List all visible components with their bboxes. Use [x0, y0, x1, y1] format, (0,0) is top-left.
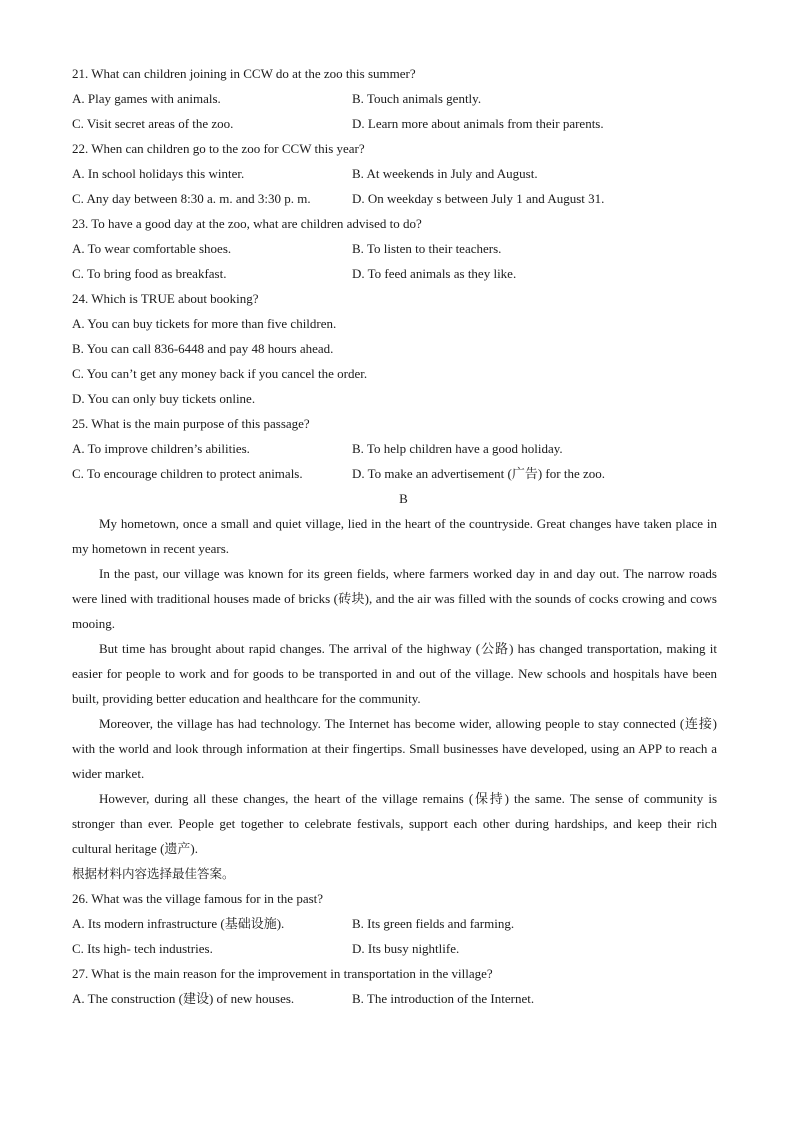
question-27-options-row-1	[72, 986, 717, 1011]
question-23-options-row-1	[72, 236, 717, 261]
question-21-options-row-2	[72, 111, 717, 136]
option-23-c: C. To bring food as breakfast.	[72, 266, 227, 281]
passage-paragraph-1: My hometown, once a small and quiet village, lied in the heart of the countryside. Great changes have taken place in my hometown in recent years.	[72, 516, 717, 556]
question-25-stem: 25. What is the main purpose of this passage?	[72, 416, 310, 431]
option-26-b: B. Its green fields and farming.	[352, 916, 515, 931]
option-22-b: B. At weekends in July and August.	[352, 166, 538, 181]
question-26-stem: 26. What was the village famous for in the past?	[72, 891, 324, 906]
question-25-options-row-1	[72, 436, 717, 461]
question-21-options-row-1	[72, 86, 717, 111]
option-27-b: B. The introduction of the Internet.	[352, 991, 535, 1006]
option-25-b: B. To help children have a good holiday.	[352, 441, 563, 456]
passage-paragraph-5: However, during all these changes, the heart of the village remains (保持) the same. The sense of community is stronger than ever. People get together to celebrate festivals, support each other during hardships, and keep their rich cultural heritage (遗产).	[72, 791, 717, 856]
exam-page	[72, 61, 717, 1011]
option-22-c: C. Any day between 8:30 a. m. and 3:30 p. m.	[72, 191, 311, 206]
question-27-stem: 27. What is the main reason for the improvement in transportation in the village?	[72, 966, 493, 981]
option-26-a: A. Its modern infrastructure (基础设施).	[72, 916, 285, 931]
option-21-a: A. Play games with animals.	[72, 91, 221, 106]
option-21-d: D. Learn more about animals from their parents.	[352, 116, 604, 131]
option-23-a: A. To wear comfortable shoes.	[72, 241, 232, 256]
option-23-b: B. To listen to their teachers.	[352, 241, 502, 256]
question-22-options-row-1	[72, 161, 717, 186]
question-22-options-row-2	[72, 186, 717, 211]
option-25-c: C. To encourage children to protect animals.	[72, 466, 303, 481]
passage-paragraph-3: But time has brought about rapid changes. The arrival of the highway (公路) has changed transportation, making it easier for people to work and for goods to be transported in and out of the village. New schools and hospitals have been built, providing better education and healthcare for the community.	[72, 641, 717, 706]
option-22-d: D. On weekday s between July 1 and August 31.	[352, 191, 605, 206]
question-25-options-row-2	[72, 461, 717, 486]
section-instruction: 根据材料内容选择最佳答案。	[72, 866, 235, 881]
option-24-d: D. You can only buy tickets online.	[72, 391, 256, 406]
option-25-d: D. To make an advertisement (广告) for the zoo.	[352, 466, 605, 481]
question-23-stem: 23. To have a good day at the zoo, what are children advised to do?	[72, 216, 422, 231]
question-24-stem: 24. Which is TRUE about booking?	[72, 291, 259, 306]
option-24-c: C. You can’t get any money back if you cancel the order.	[72, 366, 368, 381]
question-26-options-row-1	[72, 911, 717, 936]
option-27-a: A. The construction (建设) of new houses.	[72, 991, 295, 1006]
section-b-heading: B	[399, 491, 408, 506]
question-22-stem: 22. When can children go to the zoo for CCW this year?	[72, 141, 365, 156]
question-23-options-row-2	[72, 261, 717, 286]
option-21-b: B. Touch animals gently.	[352, 91, 482, 106]
option-26-d: D. Its busy nightlife.	[352, 941, 460, 956]
question-26-options-row-2	[72, 936, 717, 961]
option-25-a: A. To improve children’s abilities.	[72, 441, 250, 456]
option-21-c: C. Visit secret areas of the zoo.	[72, 116, 234, 131]
question-21-stem: 21. What can children joining in CCW do at the zoo this summer?	[72, 66, 416, 81]
option-23-d: D. To feed animals as they like.	[352, 266, 517, 281]
passage-paragraph-2: In the past, our village was known for its green fields, where farmers worked day in and day out. The narrow roads were lined with traditional houses made of bricks (砖块), and the air was filled with the sounds of cocks crowing and cows mooing.	[72, 566, 717, 631]
option-26-c: C. Its high- tech industries.	[72, 941, 213, 956]
option-24-b: B. You can call 836-6448 and pay 48 hours ahead.	[72, 341, 334, 356]
option-24-a: A. You can buy tickets for more than five children.	[72, 316, 337, 331]
option-22-a: A. In school holidays this winter.	[72, 166, 245, 181]
passage-paragraph-4: Moreover, the village has had technology. The Internet has become wider, allowing people to stay connected (连接) with the world and look through information at their fingertips. Small businesses have developed, using an APP to reach a wider market.	[72, 716, 717, 781]
